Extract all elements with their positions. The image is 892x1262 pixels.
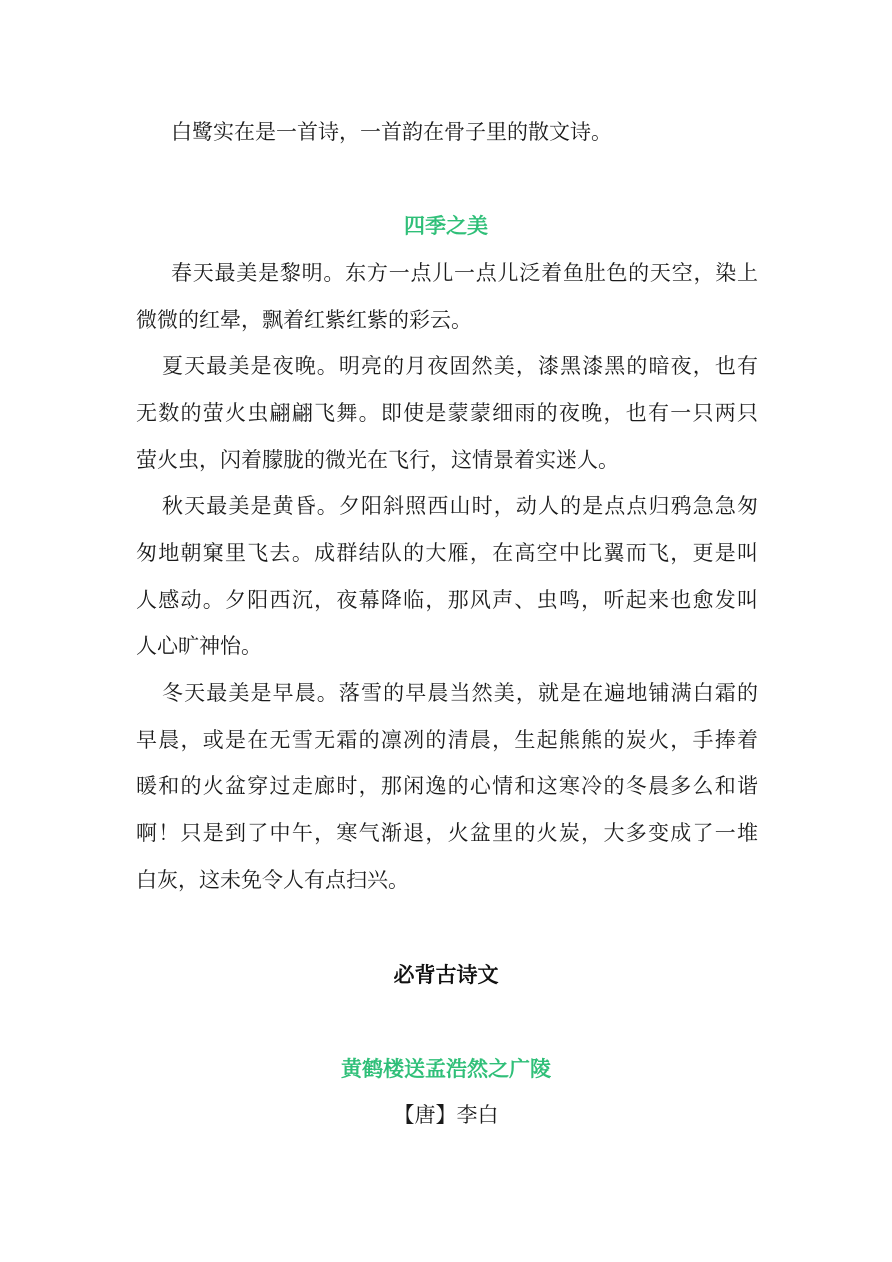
paragraph-autumn-line-4: 人心旷神怡。 (136, 634, 262, 658)
paragraph-winter-line-3: 暖和的火盆穿过走廊时，那闲逸的心情和这寒冷的冬晨多么和谐 (136, 774, 758, 798)
section-title-poems: 必背古诗文 (393, 963, 499, 987)
paragraph-winter-line-5: 白灰，这未免令人有点扫兴。 (136, 868, 409, 892)
paragraph-autumn-line-2: 匆地朝窠里飞去。成群结队的大雁，在高空中比翼而飞，更是叫 (136, 541, 758, 565)
paragraph-autumn-line-1: 秋天最美是黄昏。夕阳斜照西山时，动人的是点点归鸦急急匆 (162, 494, 758, 518)
paragraph-summer-line-1: 夏天最美是夜晚。明亮的月夜固然美，漆黑漆黑的暗夜，也有 (162, 354, 758, 378)
intro-paragraph: 白鹭实在是一首诗，一首韵在骨子里的散文诗。 (171, 120, 612, 144)
paragraph-summer-line-3: 萤火虫，闪着朦胧的微光在飞行，这情景着实迷人。 (136, 448, 619, 472)
paragraph-spring-line-2: 微微的红晕，飘着红紫红紫的彩云。 (136, 308, 472, 332)
paragraph-autumn-line-3: 人感动。夕阳西沉，夜幕降临，那风声、虫鸣，听起来也愈发叫 (136, 588, 758, 612)
paragraph-winter-line-2: 早晨，或是在无雪无霜的凛冽的清晨，生起熊熊的炭火，手捧着 (136, 728, 758, 752)
section-title-seasons: 四季之美 (404, 214, 488, 238)
poem-byline: 【唐】李白 (393, 1103, 499, 1127)
paragraph-winter-line-1: 冬天最美是早晨。落雪的早晨当然美，就是在遍地铺满白霜的 (162, 681, 758, 705)
poem-title: 黄鹤楼送孟浩然之广陵 (341, 1057, 551, 1081)
paragraph-spring-line-1: 春天最美是黎明。东方一点儿一点儿泛着鱼肚色的天空，染上 (171, 261, 758, 285)
paragraph-winter-line-4: 啊！只是到了中午，寒气渐退，火盆里的火炭，大多变成了一堆 (136, 821, 758, 845)
paragraph-summer-line-2: 无数的萤火虫翩翩飞舞。即使是蒙蒙细雨的夜晚，也有一只两只 (136, 401, 758, 425)
